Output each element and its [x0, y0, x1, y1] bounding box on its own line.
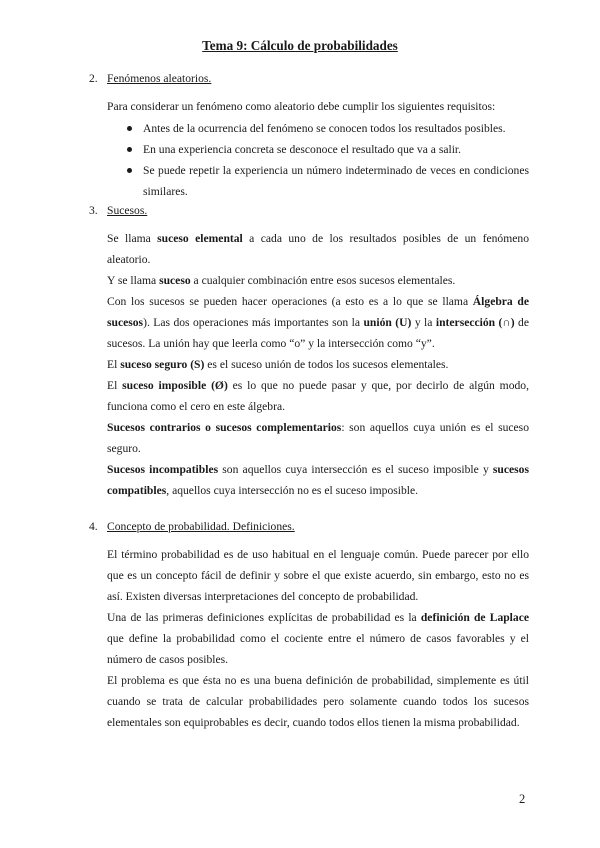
- probabilidad-body: [107, 544, 529, 733]
- page-number: 2: [519, 792, 526, 806]
- sucesos-body: [107, 228, 529, 501]
- requirements-list: [107, 118, 529, 202]
- paragraph-problema: El problema es que ésta no es una buena definición de probabilidad, simplemente es útil cuando se trata de calcular probabilidades pero solamente cuando todos los sucesos elementales son equiprobables es decir, cuando todos ellos tienen la misma probabilidad.: [107, 674, 529, 729]
- paragraph-suceso-imposible: El suceso imposible (Ø) es lo que no puede pasar y que, por decirlo de algún modo, funciona como el cero en este álgebra.: [107, 379, 529, 413]
- list-item: Antes de la ocurrencia del fenómeno se conocen todos los resultados posibles.: [107, 118, 529, 139]
- bullet-icon: [127, 126, 132, 131]
- paragraph-definicion-laplace: Una de las primeras definiciones explícitas de probabilidad es la definición de Laplace que define la probabilidad como el cociente entre el número de casos favorables y el número de casos posibles.: [107, 611, 529, 666]
- paragraph-suceso: Y se llama suceso a cualquier combinación entre esos sucesos elementales.: [107, 274, 456, 287]
- section-number: 2.: [89, 72, 98, 85]
- section-heading-probabilidad: [89, 518, 295, 536]
- section-title: Concepto de probabilidad. Definiciones.: [107, 520, 295, 533]
- section-heading-sucesos: [89, 202, 147, 220]
- bullet-icon: [127, 147, 132, 152]
- section-title: Fenómenos aleatorios.: [107, 72, 212, 85]
- list-item: En una experiencia concreta se desconoce el resultado que va a salir.: [107, 139, 529, 160]
- section-number: 3.: [89, 204, 98, 217]
- paragraph-suceso-seguro: El suceso seguro (S) es el suceso unión de todos los sucesos elementales.: [107, 358, 449, 371]
- paragraph-suceso-elemental: Se llama suceso elemental a cada uno de los resultados posibles de un fenómeno aleatorio.: [107, 232, 529, 266]
- page-title-text: Tema 9: Cálculo de probabilidades: [202, 38, 398, 53]
- paragraph-sucesos-contrarios: Sucesos contrarios o sucesos complementarios: son aquellos cuya unión es el suceso seguro.: [107, 421, 529, 455]
- list-item: Se puede repetir la experiencia un número indeterminado de veces en condiciones similares.: [107, 160, 529, 202]
- section-number: 4.: [89, 520, 98, 533]
- paragraph-algebra-sucesos: Con los sucesos se pueden hacer operaciones (a esto es a lo que se llama Álgebra de sucesos). Las dos operaciones más importantes son la unión (U) y la intersección (∩) de sucesos. La unión hay que leerla como “o” y la intersección como “y”.: [107, 295, 530, 350]
- bullet-icon: [127, 168, 132, 173]
- page-title: [0, 37, 600, 55]
- paragraph-termino-probabilidad: El término probabilidad es de uso habitual en el lenguaje común. Puede parecer por ello que es un concepto fácil de definir y sobre el que existe acuerdo, sin embargo, esto no es así. Existen diversas interpretaciones del concepto de probabilidad.: [107, 548, 529, 603]
- section-intro: Para considerar un fenómeno como aleatorio debe cumplir los siguientes requisitos:: [107, 100, 496, 113]
- paragraph-sucesos-incompatibles: Sucesos incompatibles son aquellos cuya intersección es el suceso imposible y sucesos compatibles, aquellos cuya intersección no es el suceso imposible.: [107, 463, 529, 497]
- section-title: Sucesos.: [107, 204, 148, 217]
- section-heading-fenomenos: [89, 70, 211, 88]
